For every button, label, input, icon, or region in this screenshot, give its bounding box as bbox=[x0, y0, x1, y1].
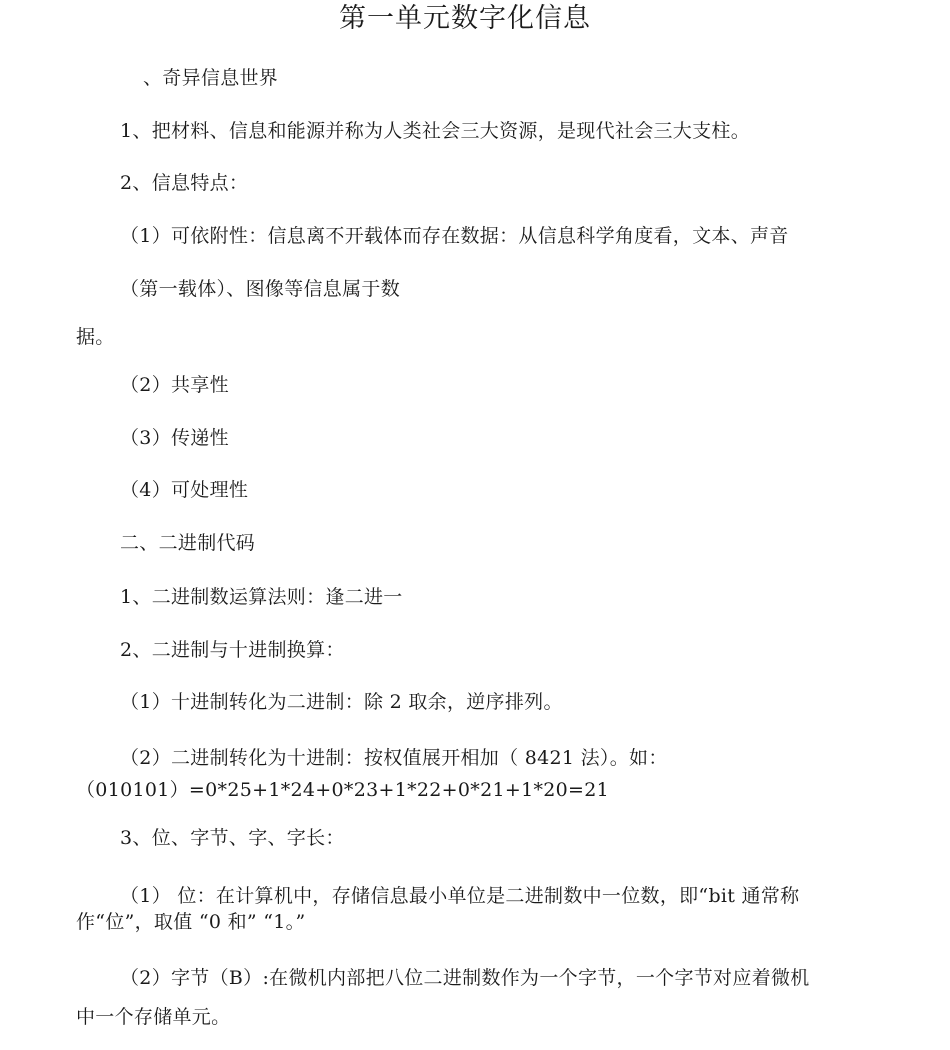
paragraph-line: （1） 位：在计算机中，存储信息最小单位是二进制数中一位数，即“bit 通常称 bbox=[120, 885, 800, 907]
paragraph-line: （第一载体）、图像等信息属于数 bbox=[120, 278, 401, 300]
paragraph-line: （2）字节（B）:在微机内部把八位二进制数作为一个字节，一个字节对应着微机 bbox=[120, 967, 810, 989]
formula-line: （010101）=0*25+1*24+0*23+1*22+0*21+1*20=21 bbox=[76, 779, 610, 801]
section-heading-2: 二、二进制代码 bbox=[120, 532, 256, 554]
paragraph-line: 中一个存储单元。 bbox=[76, 1006, 231, 1028]
paragraph-line: 作“位”，取值 “0 和” “1。” bbox=[76, 911, 306, 933]
paragraph-line: 2、二进制与十进制换算： bbox=[120, 639, 345, 661]
list-item: （4）可处理性 bbox=[120, 479, 249, 501]
paragraph-line: 1、二进制数运算法则：逢二进一 bbox=[120, 586, 403, 608]
list-item: （3）传递性 bbox=[120, 427, 229, 449]
section-heading-1: 、奇异信息世界 bbox=[143, 67, 279, 89]
list-item: （2）共享性 bbox=[120, 374, 229, 396]
paragraph-line: 2、信息特点： bbox=[120, 172, 249, 194]
paragraph-line: 1、把材料、信息和能源并称为人类社会三大资源，是现代社会三大支柱。 bbox=[120, 120, 750, 142]
paragraph-line: （2）二进制转化为十进制：按权值展开相加（ 8421 法）。如： bbox=[120, 747, 668, 769]
paragraph-line: 3、位、字节、字、字长： bbox=[120, 827, 345, 849]
paragraph-line: （1）可依附性：信息离不开载体而存在数据：从信息科学角度看，文本、声音 bbox=[120, 225, 789, 247]
document-title: 第一单元数字化信息 bbox=[339, 3, 591, 34]
paragraph-line: （1）十进制转化为二进制：除 2 取余，逆序排列。 bbox=[120, 691, 563, 713]
paragraph-line: 据。 bbox=[76, 326, 115, 348]
